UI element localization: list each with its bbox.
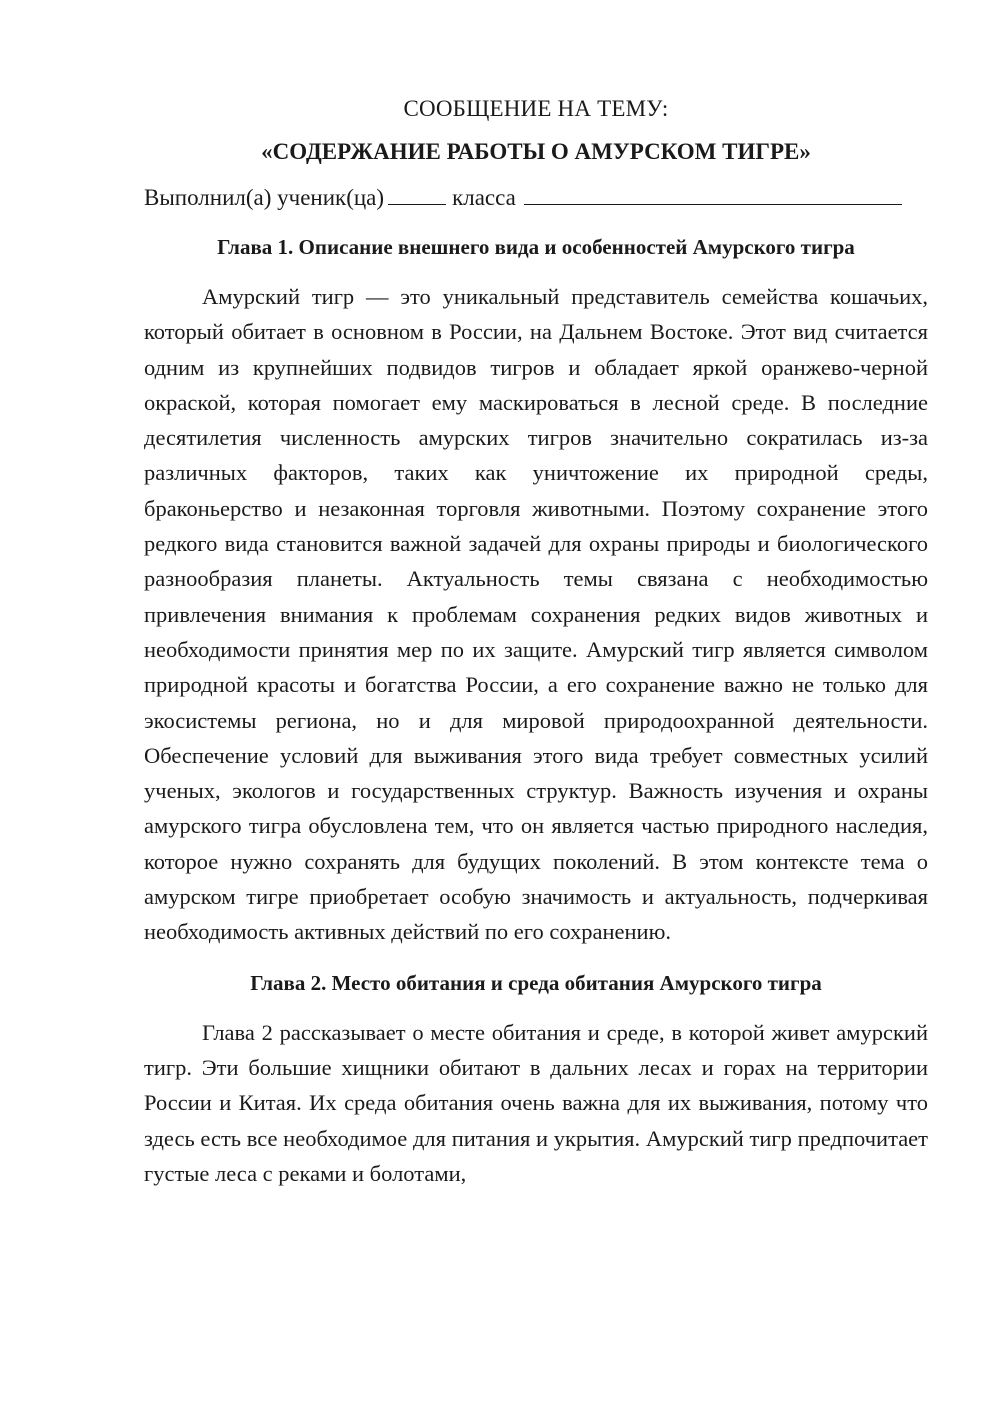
author-line [144, 182, 928, 214]
author-prefix: Выполнил(а) ученик(ца) [144, 185, 385, 210]
chapter-1-heading: Глава 1. Описание внешнего вида и особенностей Амурского тигра [217, 235, 855, 259]
chapter-1-paragraph: Амурский тигр — это уникальный представитель семейства кошачьих, который обитает в основном в России, на Дальнем Востоке. Этот вид считается одним из крупнейших подвидов тигров и обладает яркой оранжево-черной окраской, которая помогает ему маскироваться в лесной среде. В последние десятилетия численность амурских тигров значительно сократилась из-за различных факторов, таких как уничтожение их природной среды, браконьерство и незаконная торговля животными. Поэтому сохранение этого редкого вида становится важной задачей для охраны природы и биологического разнообразия планеты. Актуальность темы связана с необходимостью привлечения внимания к проблемам сохранения редких видов животных и необходимости принятия мер по их защите. Амурский тигр является символом природной красоты и богатства России, а его сохранение важно не только для экосистемы региона, но и для мировой природоохранной деятельности. Обеспечение условий для выживания этого вида требует совместных усилий ученых, экологов и государственных структур. Важность изучения и охраны амурского тигра обусловлена тем, что он является частью природного наследия, которое нужно сохранять для будущих поколений. В этом контексте тема о амурском тигре приобретает особую значимость и актуальность, подчеркивая необходимость активных действий по его сохранению. [144, 284, 928, 945]
name-blank [524, 184, 902, 205]
chapter-2-paragraph: Глава 2 рассказывает о месте обитания и среде, в которой живет амурский тигр. Эти большие хищники обитают в дальних лесах и горах на территории России и Китая. Их среда обитания очень важна для их выживания, потому что здесь есть все необходимое для питания и укрытия. Амурский тигр предпочитает густые леса с реками и болотами, [144, 1019, 928, 1186]
class-label: класса [452, 185, 516, 210]
grade-blank [388, 184, 446, 205]
document-title-line-2: «СОДЕРЖАНИЕ РАБОТЫ О АМУРСКОМ ТИГРЕ» [261, 139, 811, 164]
chapter-2-heading: Глава 2. Место обитания и среда обитания Амурского тигра [250, 970, 822, 995]
document-title-line-1: СООБЩЕНИЕ НА ТЕМУ: [403, 96, 669, 121]
